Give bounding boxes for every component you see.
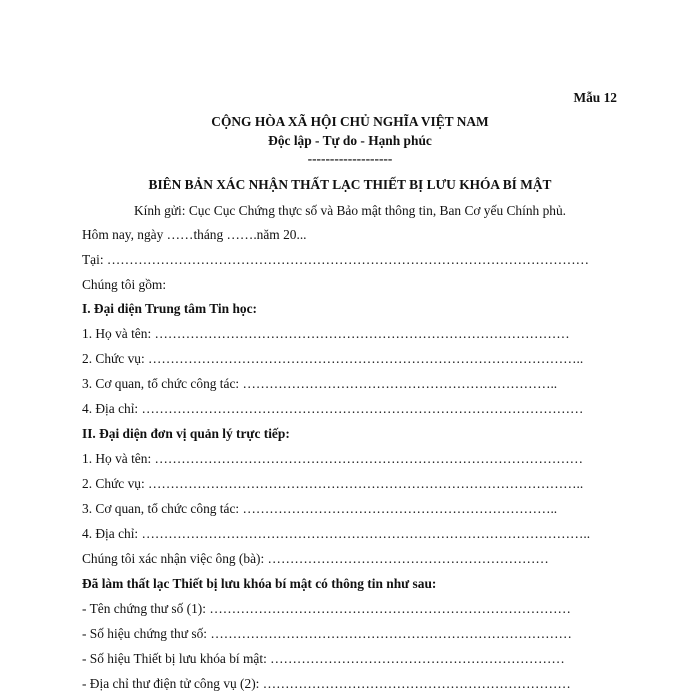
section2-field-address: 4. Địa chỉ: ……………………………………………………………………………………….. — [82, 526, 591, 541]
form-code: Mẫu 12 — [573, 90, 617, 105]
section1-heading: I. Đại diện Trung tâm Tin học: — [82, 301, 257, 316]
section1-field-organization: 3. Cơ quan, tổ chức công tác: …………………………………………………………….. — [82, 376, 558, 391]
loss-field-email: - Địa chỉ thư điện tử công vụ (2): …………………………………………………………… — [82, 676, 571, 691]
loss-field-certificate-name: - Tên chứng thư số (1): ……………………………………………………………………… — [82, 601, 571, 616]
header-separator: ------------------- — [307, 151, 393, 166]
section2-field-position: 2. Chức vụ: …………………………………………………………………………………….. — [82, 476, 584, 491]
loss-field-device-serial: - Số hiệu Thiết bị lưu khóa bí mật: ………………………………………………………… — [82, 651, 565, 666]
section1-field-name: 1. Họ và tên: ………………………………………………………………………………… — [82, 326, 570, 341]
section1-field-address: 4. Địa chỉ: ……………………………………………………………………………………… — [82, 401, 584, 416]
date-line: Hôm nay, ngày ……tháng …….năm 20... — [82, 227, 307, 242]
section2-field-name: 1. Họ và tên: …………………………………………………………………………………… — [82, 451, 584, 466]
section2-field-organization: 3. Cơ quan, tổ chức công tác: …………………………………………………………….. — [82, 501, 558, 516]
recipient-line: Kính gửi: Cục Cục Chứng thực số và Bảo mật thông tin, Ban Cơ yếu Chính phủ. — [133, 203, 567, 218]
document-title: BIÊN BẢN XÁC NHẬN THẤT LẠC THIẾT BỊ LƯU KHÓA BÍ MẬT — [148, 177, 552, 192]
we-include-line: Chúng tôi gồm: — [82, 277, 167, 292]
confirm-line: Chúng tôi xác nhận việc ông (bà): ……………………………………………………… — [82, 551, 549, 566]
location-line: Tại: ……………………………………………………………………………………………… — [82, 252, 589, 267]
loss-heading: Đã làm thất lạc Thiết bị lưu khóa bí mật có thông tin như sau: — [82, 576, 437, 591]
motto: Độc lập - Tự do - Hạnh phúc — [268, 133, 432, 148]
section1-field-position: 2. Chức vụ: …………………………………………………………………………………….. — [82, 351, 584, 366]
section2-heading: II. Đại diện đơn vị quản lý trực tiếp: — [82, 426, 290, 441]
nation-header: CỘNG HÒA XÃ HỘI CHỦ NGHĨA VIỆT NAM — [211, 114, 489, 129]
loss-field-certificate-serial: - Số hiệu chứng thư số: ……………………………………………………………………… — [82, 626, 572, 641]
